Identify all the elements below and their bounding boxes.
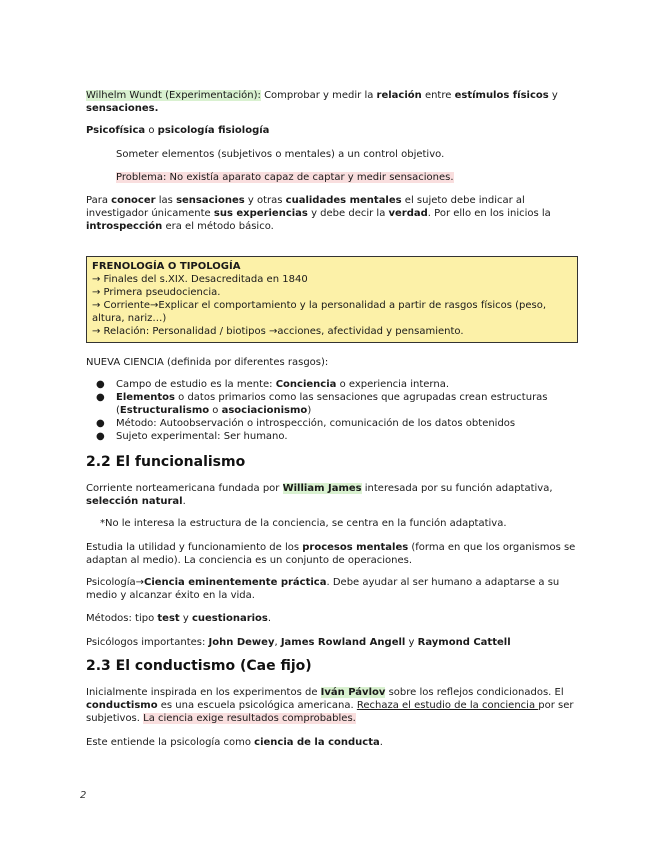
pavlov-highlight: Iván Pávlov <box>320 687 386 698</box>
bullet-icon: ● <box>96 431 105 442</box>
metodos-text: Métodos: tipo test y cuestionarios. <box>86 613 272 624</box>
bullet-icon: ● <box>96 392 105 403</box>
callout-line: → Relación: Personalidad / biotipos →acciones, afectividad y pensamiento. <box>92 326 464 337</box>
funcionalismo-intro: Corriente norteamericana fundada por William James interesada por su función adaptativa, selección natural. <box>86 483 553 507</box>
wundt-paragraph: Wilhelm Wundt (Experimentación): Comprobar y medir la relación entre estímulos físicos y sensaciones. <box>86 90 558 114</box>
section-heading-funcionalismo: 2.2 El funcionalismo <box>86 454 246 470</box>
james-highlight: William James <box>282 483 362 494</box>
conducta-paragraph: Este entiende la psicología como ciencia de la conducta. <box>86 737 383 748</box>
introspeccion-paragraph: Para conocer las sensaciones y otras cualidades mentales el sujeto debe indicar al investigador únicamente sus experiencias y debe decir la verdad. Por ello en los inicios la introspección era el método básico. <box>86 195 551 232</box>
ciencia-practica-paragraph: Psicología→Ciencia eminentemente práctica. Debe ayudar al ser humano a adaptarse a su medio y alcanzar éxito en la vida. <box>86 577 560 601</box>
callout-line: → Corriente→Explicar el comportamiento y la personalidad a partir de rasgos físicos (peso, altura, nariz…) <box>92 300 547 324</box>
psicologos-text: Psicólogos importantes: John Dewey, James Rowland Angell y Raymond Cattell <box>86 637 511 648</box>
control-objetivo-text: Someter elementos (subjetivos o mentales) a un control objetivo. <box>116 149 445 160</box>
bullet-icon: ● <box>96 379 105 390</box>
conductismo-paragraph: Inicialmente inspirada en los experimentos de Iván Pávlov sobre los reflejos condicionados. El conductismo es una escuela psicológica americana. Rechaza el estudio de la conciencia por ser subjetivos. La ciencia exige resultados comprobables. <box>86 687 574 724</box>
section-heading-conductismo: 2.3 El conductismo (Cae fijo) <box>86 658 312 674</box>
callout-line: → Primera pseudociencia. <box>92 287 221 298</box>
rasgos-bullet-list <box>86 378 576 443</box>
callout-title: FRENOLOGÍA O TIPOLOGÍA <box>92 261 241 272</box>
wundt-name-highlight: Wilhelm Wundt (Experimentación): <box>86 90 261 101</box>
procesos-mentales-paragraph: Estudia la utilidad y funcionamiento de los procesos mentales (forma en que los organismos se adaptan al medio). La conciencia es un conjunto de operaciones. <box>86 542 576 566</box>
list-item: ● Campo de estudio es la mente: Conciencia o experiencia interna. <box>96 379 450 390</box>
list-item: ● Elementos o datos primarios como las sensaciones que agrupadas crean estructuras (Estructuralismo o asociacionismo) <box>96 392 548 416</box>
funcionalismo-note: *No le interesa la estructura de la conciencia, se centra en la función adaptativa. <box>100 518 507 529</box>
problema-text: Problema: No existía aparato capaz de captar y medir sensaciones. <box>116 172 454 183</box>
psicofisica-heading: Psicofísica o psicología fisiología <box>86 125 270 136</box>
nueva-ciencia-text: NUEVA CIENCIA (definida por diferentes rasgos): <box>86 357 329 368</box>
list-item: ● Sujeto experimental: Ser humano. <box>96 431 288 442</box>
list-item: ● Método: Autoobservación o introspección, comunicación de los datos obtenidos <box>96 418 516 429</box>
bullet-icon: ● <box>96 418 105 429</box>
page-number: 2 <box>80 790 87 801</box>
callout-line: → Finales del s.XIX. Desacreditada en 1840 <box>92 274 308 285</box>
frenologia-callout-box <box>86 256 578 343</box>
